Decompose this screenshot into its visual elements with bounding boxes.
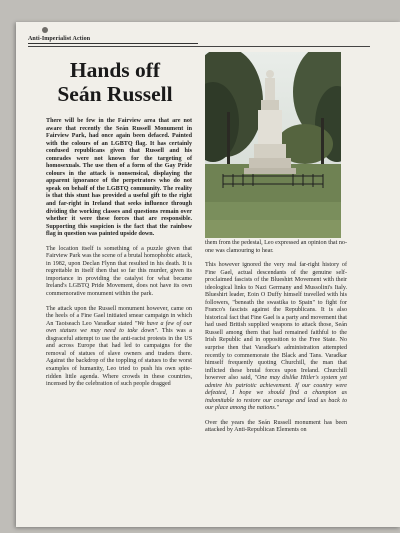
paragraph-3-text-b: This was a disgraceful attempt to use the anti-racist protests in the US and across Europe that had led to campaigns for the removal of statues of slave owners and traders there. Against the backdrop of the toppling of statues to the worst examples of humanity, Leo tried to push his own spite-ridden little agenda. Where crowds in these countries, incensed by the celebration of such people dragged <box>46 328 192 388</box>
photo-wrap-text: them from the pedestal, Leo expressed an opinion that no-one was clamouring to hear. <box>205 240 347 254</box>
paragraph-2: The location itself is something of a puzzle given that Fairview Park was the scene of a brutal homophobic attack, in 1982, upon Declan Flynn that resulted in his death. It is regrettable in itself then that so far this murder, given its importance in providing the catalyst for what became Ireland's LGBTQ Pride Movement, does not have its own commemorative monument within the park. <box>46 245 192 298</box>
header-divider <box>28 46 370 47</box>
paragraph-5: Over the years the Seán Russell monument has been attacked by Anti-Republican Elements on <box>205 419 347 434</box>
paragraph-3-text-a: The attack upon the Russell monument however, came on the heels of a Fine Gael initiated smear campaign in which An Taoiseach Leo Varadkar stated <box>46 305 192 327</box>
title-line-2: Seán Russell <box>57 82 173 106</box>
title-line-1: Hands off <box>69 58 161 82</box>
monument-photo <box>205 52 341 238</box>
section-label: Anti-Imperialist Action <box>28 36 198 44</box>
lead-paragraph: There will be few in the Fairview area that are not aware that recently the Seán Russell Monument in Fairview Park, had once again been defaced. Painted with the colours of an LGBTQ flag. It has certainly confused republicans given that Russell and his comrades were not known for the targeting of homosexuals. The use then of a form of the Gay Pride colours in the attack is nonsensical, displaying the apparent ignorance of the perpetrators who do not speak on behalf of the LGBTQ community. The reality is that this stunt has provided a useful gift to the right and far-right in Ireland that seeks influence through dividing the working classes and questions remain over whether it were these forces that are responsible. Supporting this suspicion is the fact that the rainbow flag in question was painted upside down. <box>46 118 192 238</box>
paragraph-4-text: This however ignored the very real far-right history of Fine Gael, actual descendants of the genuine self-proclaimed fascists of the Blueshirt Movement with their ideological links to Nazi Germany and Mussolini's Italy. Blueshirt leader, Eoin O Duffy himself travelled with his followers, "beneath the swastika to Spain" to fight for Franco's fascists against the Republicans. It is also historical fact that Fine Gael is a party and movement that had used British supplied weapons to attack those, Seán Russell among them that had remained faithful to the Irish Republic and in opposition to the Free State. No surprise then that Varadkar's administration attempted recently to commemorate the Black and Tans. Varadkar himself frequently quoting Churchill, the man that inflicted these brutal forces upon Ireland. Churchill however also said, <box>205 262 347 382</box>
monument-photo-illustration <box>205 52 341 238</box>
right-column <box>205 262 347 435</box>
paragraph-3 <box>46 306 192 389</box>
churchill-quote: "One may dislike Hitler's system yet admire his patriotic achievement. If our country were defeated, I hope we should find a champion as indomitable to restore our courage and lead us back to our place among the nations." <box>205 375 347 412</box>
page-title <box>40 58 190 106</box>
right-column-top <box>205 240 347 255</box>
pin-hole <box>42 27 48 33</box>
varadkar-quote: "We have a few of our own statues we may need to take down". <box>46 320 192 335</box>
paragraph-4 <box>205 262 347 413</box>
left-column <box>46 118 192 389</box>
